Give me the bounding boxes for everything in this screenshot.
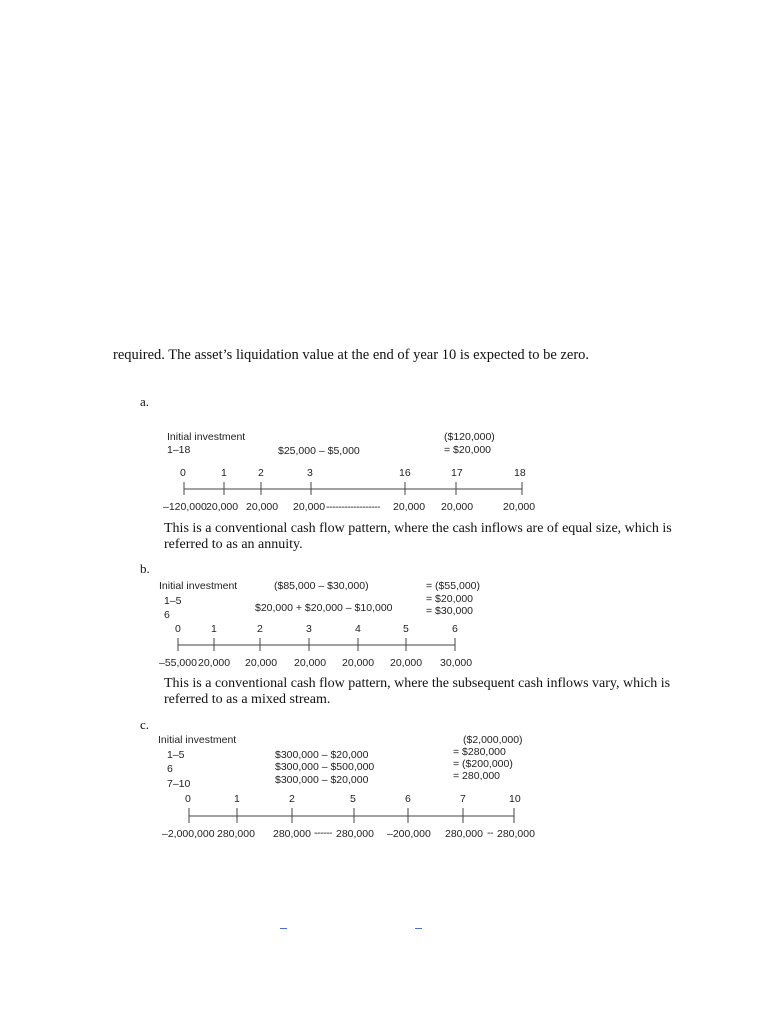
part-c-year-10: 10 — [509, 793, 521, 805]
part-a-year-3: 3 — [307, 467, 313, 479]
part-a-year-2: 2 — [258, 467, 264, 479]
part-a-initial-result: ($120,000) — [444, 431, 495, 443]
part-c-flow-1: 280,000 — [217, 828, 255, 840]
part-a-flow-3: 20,000 — [293, 501, 326, 513]
part-c-year-7: 7 — [460, 793, 466, 805]
part-b-description-line1: This is a conventional cash flow pattern, where the subsequent cash inflows vary, which is — [164, 676, 671, 691]
part-c-letter: c. — [140, 717, 150, 732]
part-c-ellipsis-short: -- — [487, 827, 493, 839]
part-a-initial-investment-label: Initial investment — [167, 431, 246, 443]
part-b-year-0: 0 — [175, 623, 181, 635]
part-a-description-line1: This is a conventional cash flow pattern, where the cash inflows are of equal size, which is — [164, 521, 672, 536]
part-b-flow-6: 30,000 — [440, 657, 473, 669]
part-c-year-0: 0 — [185, 793, 191, 805]
part-a-year-18: 18 — [514, 467, 526, 479]
link-underline-left[interactable] — [280, 928, 287, 929]
part-b-flow-3: 20,000 — [294, 657, 327, 669]
part-a-flow-17: 20,000 — [441, 501, 474, 513]
part-b-flow-0: –55,000 — [159, 657, 197, 669]
part-b-inflow-result: = $20,000 — [426, 593, 474, 605]
part-c-year-6-label: 6 — [167, 763, 173, 775]
part-b-year-3: 3 — [306, 623, 312, 635]
part-a-inflow-result: = $20,000 — [444, 444, 492, 456]
part-c-flow-7: 280,000 — [445, 828, 483, 840]
part-b-flow-1: 20,000 — [198, 657, 231, 669]
part-a-year-0: 0 — [180, 467, 186, 479]
link-underline-right[interactable] — [415, 928, 422, 929]
part-b-year6-result: = $30,000 — [426, 605, 474, 617]
part-b-flow-5: 20,000 — [390, 657, 423, 669]
part-b-years-label: 1–5 — [164, 595, 182, 607]
part-b-description-line2: referred to as a mixed stream. — [164, 692, 331, 707]
part-a-flow-0: –120,000 — [163, 501, 207, 513]
part-b-initial-calc: ($85,000 – $30,000) — [274, 580, 369, 592]
part-b-initial-result: = ($55,000) — [426, 580, 480, 592]
part-c-initial-investment-label: Initial investment — [158, 734, 237, 746]
part-a-flow-1: 20,000 — [206, 501, 239, 513]
part-c-flow-5: 280,000 — [336, 828, 374, 840]
part-b-flow-4: 20,000 — [342, 657, 375, 669]
part-c-calc-7-10: $300,000 – $20,000 — [275, 774, 369, 786]
part-c-years-7-10-label: 7–10 — [167, 778, 191, 790]
part-c-years-1-5-label: 1–5 — [167, 749, 185, 761]
part-b-year6-calc: $20,000 + $20,000 – $10,000 — [255, 602, 393, 614]
part-a-description-line2: referred to as an annuity. — [164, 537, 303, 552]
part-a-flow-18: 20,000 — [503, 501, 536, 513]
part-c-flow-2: 280,000 — [273, 828, 311, 840]
part-c-result-7-10: = 280,000 — [453, 770, 501, 782]
part-c-result-6: = ($200,000) — [453, 758, 513, 770]
part-c-flow-6: –200,000 — [387, 828, 431, 840]
part-b-letter: b. — [140, 561, 150, 576]
part-b-year-4: 4 — [355, 623, 361, 635]
part-c-year-1: 1 — [234, 793, 240, 805]
part-a-year-1: 1 — [221, 467, 227, 479]
part-b-timeline — [178, 637, 455, 651]
part-a-letter: a. — [140, 394, 150, 409]
part-c-calc-6: $300,000 – $500,000 — [275, 761, 375, 773]
part-a-inflow-calc: $25,000 – $5,000 — [278, 445, 360, 457]
part-c-year-2: 2 — [289, 793, 295, 805]
part-c-calc-1-5: $300,000 – $20,000 — [275, 749, 369, 761]
part-a-flow-2: 20,000 — [246, 501, 279, 513]
part-b-year-6: 6 — [452, 623, 458, 635]
part-c-year-6: 6 — [405, 793, 411, 805]
part-b-flow-2: 20,000 — [245, 657, 278, 669]
part-b-year-2: 2 — [257, 623, 263, 635]
part-a-flow-16: 20,000 — [393, 501, 426, 513]
part-b-year6-label: 6 — [164, 609, 170, 621]
part-a-years-label: 1–18 — [167, 444, 191, 456]
part-c-initial-result: ($2,000,000) — [463, 734, 523, 746]
part-c-result-1-5: = $280,000 — [453, 746, 506, 758]
part-c-ellipsis-long: ------ — [314, 827, 332, 839]
part-c-flow-0: –2,000,000 — [162, 828, 215, 840]
part-c-timeline — [189, 807, 514, 823]
part-a-year-17: 17 — [451, 467, 463, 479]
part-b-initial-investment-label: Initial investment — [159, 580, 238, 592]
part-a-timeline — [184, 481, 522, 495]
part-a-year-16: 16 — [399, 467, 411, 479]
part-b-year-1: 1 — [211, 623, 217, 635]
intro-text: required. The asset’s liquidation value at the end of year 10 is expected to be zero. — [113, 347, 590, 363]
part-a-ellipsis: ------------------ — [326, 501, 380, 513]
part-c-flow-10: 280,000 — [497, 828, 535, 840]
part-c-year-5: 5 — [350, 793, 356, 805]
part-b-year-5: 5 — [403, 623, 409, 635]
